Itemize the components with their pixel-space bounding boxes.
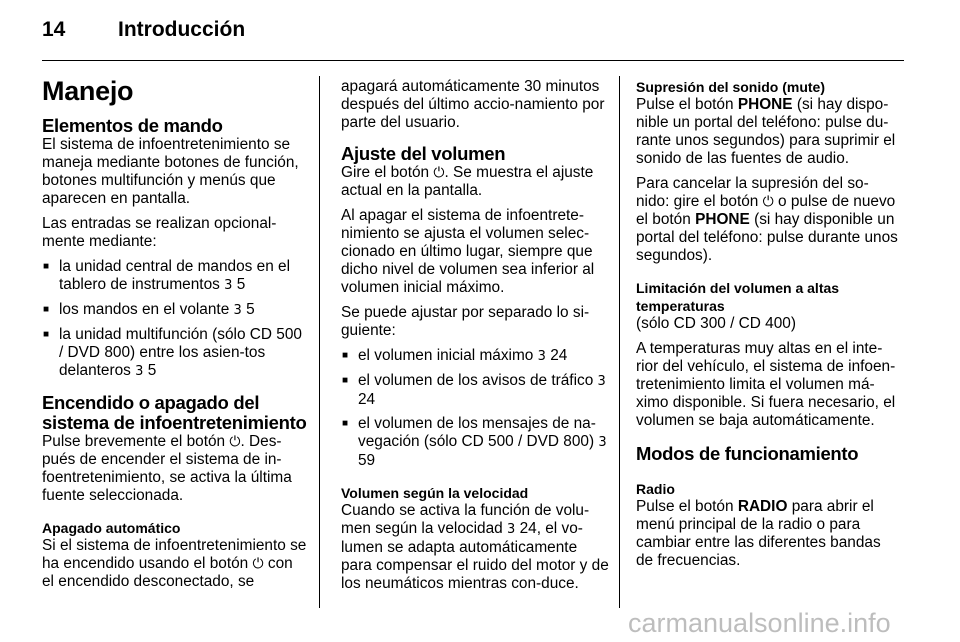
watermark: carmanualsonline.info bbox=[628, 608, 891, 638]
header-rule bbox=[42, 60, 904, 61]
paragraph: Si el sistema de infoentretenimiento se ha encendido usando el botón ⏻ con el encendido desconectado, se bbox=[42, 537, 307, 590]
list-item: ■ la unidad central de mandos en el tablero de instrumentos 3 5 bbox=[42, 258, 308, 295]
bullet-list bbox=[42, 258, 308, 381]
heading-apagado-automatico: Apagado automático bbox=[42, 520, 181, 536]
list-item: ■ los mandos en el volante 3 5 bbox=[42, 301, 308, 320]
page-ref-number[interactable]: 5 bbox=[246, 301, 255, 318]
heading-radio: Radio bbox=[636, 481, 675, 497]
section-title: Introducción bbox=[118, 18, 246, 41]
paragraph: Se puede ajustar por separado lo si-guiente: bbox=[341, 304, 590, 339]
page-number: 14 bbox=[42, 18, 66, 41]
paragraph: Las entradas se realizan opcional-mente mediante: bbox=[42, 215, 277, 250]
list-item: ■ la unidad multifunción (sólo CD 500 / DVD 800) entre los asien-tos delanteros 3 5 bbox=[42, 326, 308, 381]
heading-limitacion-volumen: Limitación del volumen a altas temperaturas bbox=[636, 280, 840, 314]
power-knob-icon: ⏻ bbox=[229, 434, 241, 450]
heading-elementos-de-mando: Elementos de mando bbox=[42, 115, 223, 136]
paragraph: Pulse el botón PHONE (si hay dispo-nible un portal del teléfono: pulse du-rante unos segundos) para suprimir el sonido de las fuentes de audio. bbox=[636, 96, 896, 167]
paragraph: A temperaturas muy altas en el inte-rior del vehículo, el sistema de infoen-tretenimiento limita el volumen má-ximo disponible. Si fuera necesario, el volumen se baja automáticamente. bbox=[636, 340, 896, 429]
power-knob-icon: ⏻ bbox=[433, 165, 445, 181]
page-ref-arrow-icon[interactable]: 3 bbox=[233, 303, 242, 318]
column-2 bbox=[341, 78, 609, 600]
page-ref-number[interactable]: 24 bbox=[358, 391, 376, 408]
heading-modos-de-funcionamiento: Modos de funcionamiento bbox=[636, 443, 859, 464]
power-knob-icon: ⏻ bbox=[762, 194, 774, 210]
heading-encendido-apagado: Encendido o apagado del sistema de infoentretenimiento bbox=[42, 392, 307, 433]
paragraph: Gire el botón ⏻. Se muestra el ajuste actual en la pantalla. bbox=[341, 164, 594, 199]
page-ref-arrow-icon[interactable]: 3 bbox=[135, 364, 144, 379]
page-title: Manejo bbox=[42, 76, 134, 106]
heading-ajuste-del-volumen: Ajuste del volumen bbox=[341, 143, 506, 164]
page-ref-number[interactable]: 24 bbox=[550, 347, 568, 364]
page-ref-number[interactable]: 59 bbox=[358, 452, 376, 469]
page-ref-arrow-icon[interactable]: 3 bbox=[537, 349, 546, 364]
page-ref-arrow-icon[interactable]: 3 bbox=[507, 522, 516, 537]
column-divider-1 bbox=[319, 76, 320, 608]
heading-supresion-del-sonido: Supresión del sonido (mute) bbox=[636, 79, 826, 95]
paragraph: Pulse brevemente el botón ⏻. Des-pués de encender el sistema de in-foentretenimiento, se activa la última fuente seleccionada. bbox=[42, 433, 292, 504]
page-ref-arrow-icon[interactable]: 3 bbox=[224, 278, 233, 293]
page-ref-arrow-icon[interactable]: 3 bbox=[598, 435, 607, 450]
paragraph: Para cancelar la supresión del so-nido: gire el botón ⏻ o pulse de nuevo el botón PHONE (si hay disponible un portal del teléfono: pulse durante unos segundos). bbox=[636, 175, 898, 264]
paragraph: (sólo CD 300 / CD 400) bbox=[636, 315, 796, 332]
heading-volumen-segun-velocidad: Volumen según la velocidad bbox=[341, 485, 529, 501]
column-divider-2 bbox=[619, 76, 620, 608]
list-item: ■ el volumen de los mensajes de na-vegación (sólo CD 500 / DVD 800) 3 59 bbox=[341, 415, 609, 470]
page-ref-arrow-icon[interactable]: 3 bbox=[597, 374, 606, 389]
page-ref-number[interactable]: 5 bbox=[236, 276, 246, 293]
bullet-list bbox=[341, 347, 609, 470]
radio-button-label: RADIO bbox=[737, 498, 788, 515]
column-1 bbox=[42, 68, 308, 598]
column-3 bbox=[636, 78, 902, 577]
list-item: ■ el volumen de los avisos de tráfico 3 24 bbox=[341, 372, 609, 409]
phone-button-label: PHONE bbox=[695, 211, 750, 228]
power-knob-icon: ⏻ bbox=[252, 556, 264, 572]
paragraph: apagará automáticamente 30 minutos después del último accio-namiento por parte del usuario. bbox=[341, 78, 605, 131]
paragraph: El sistema de infoentretenimiento se maneja mediante botones de función, botones multifunción y menús que aparecen en pantalla. bbox=[42, 136, 299, 207]
list-item: ■ el volumen inicial máximo 3 24 bbox=[341, 347, 609, 366]
paragraph: Cuando se activa la función de volu-men según la velocidad 3 24, el vo-lumen se adapta automáticamente para compensar el ruido del motor y de los neumáticos mientras con-duce. bbox=[341, 502, 609, 592]
paragraph: Pulse el botón RADIO para abrir el menú principal de la radio o para cambiar entre las diferentes bandas de frecuencias. bbox=[636, 498, 881, 569]
paragraph: Al apagar el sistema de infoentrete-nimiento se ajusta el volumen selec-cionado en último lugar, siempre que dicho nivel de volumen sea inferior al volumen inicial máximo. bbox=[341, 207, 595, 296]
page-ref-number[interactable]: 24 bbox=[519, 520, 537, 537]
phone-button-label: PHONE bbox=[737, 96, 793, 113]
page-ref-number[interactable]: 5 bbox=[147, 362, 157, 379]
